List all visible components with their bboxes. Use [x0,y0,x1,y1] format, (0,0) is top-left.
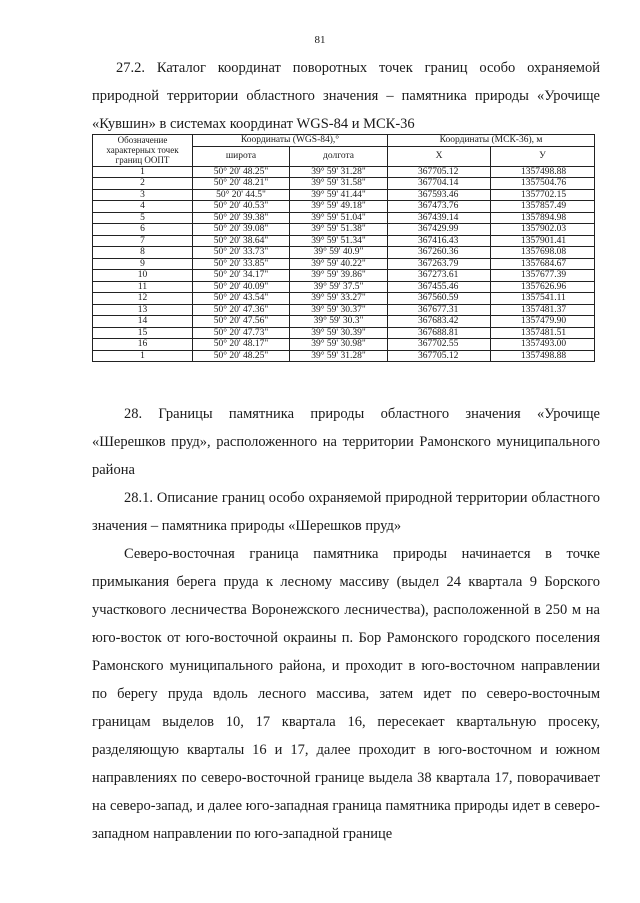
x-cell: 367560.59 [388,293,491,305]
longitude-cell: 39° 59' 30.98" [290,339,388,351]
table-row [93,270,595,282]
header-y: У [491,146,595,166]
header-latitude: широта [193,146,290,166]
y-cell: 1357481.51 [491,327,595,339]
x-cell: 367263.79 [388,258,491,270]
y-cell: 1357677.39 [491,270,595,282]
latitude-cell: 50° 20' 38.64" [193,235,290,247]
point-id-cell: 6 [93,224,193,236]
x-cell: 367593.46 [388,189,491,201]
header-point: Обозначение характерных точек границ ООПТ [93,135,193,167]
longitude-cell: 39° 59' 31.28" [290,350,388,362]
longitude-cell: 39° 59' 31.28" [290,166,388,178]
table-row [93,224,595,236]
x-cell: 367704.14 [388,178,491,190]
table-body [93,166,595,362]
point-id-cell: 7 [93,235,193,247]
y-cell: 1357902.03 [491,224,595,236]
longitude-cell: 39° 59' 41.44" [290,189,388,201]
latitude-cell: 50° 20' 43.54" [193,293,290,305]
section-heading-28-1: 28.1. Описание границ особо охраняемой природной территории областного значения – памятника природы «Шерешков пруд» [92,490,600,534]
table-row [93,304,595,316]
latitude-cell: 50° 20' 47.56" [193,316,290,328]
table-row [93,178,595,190]
y-cell: 1357498.88 [491,166,595,178]
latitude-cell: 50° 20' 47.36" [193,304,290,316]
latitude-cell: 50° 20' 33.73" [193,247,290,259]
table-row [93,316,595,328]
y-cell: 1357479.90 [491,316,595,328]
latitude-cell: 50° 20' 39.38" [193,212,290,224]
longitude-cell: 39° 59' 31.58" [290,178,388,190]
table-row [93,189,595,201]
point-id-cell: 8 [93,247,193,259]
header-x: X [388,146,491,166]
y-cell: 1357504.76 [491,178,595,190]
table-row [93,212,595,224]
longitude-cell: 39° 59' 39.86" [290,270,388,282]
point-id-cell: 5 [93,212,193,224]
longitude-cell: 39° 59' 37.5" [290,281,388,293]
section-heading-27-2: 27.2. Каталог координат поворотных точек границ особо охраняемой природной территории областного значения – памятника природы «Урочище «Кувшин» в системах координат WGS-84 и МСК-36 [92,60,600,132]
longitude-cell: 39° 59' 30.37" [290,304,388,316]
latitude-cell: 50° 20' 40.09" [193,281,290,293]
point-id-cell: 9 [93,258,193,270]
latitude-cell: 50° 20' 48.25" [193,350,290,362]
y-cell: 1357481.37 [491,304,595,316]
header-longitude: долгота [290,146,388,166]
x-cell: 367439.14 [388,212,491,224]
y-cell: 1357857.49 [491,201,595,213]
longitude-cell: 39° 59' 49.18" [290,201,388,213]
page-number: 81 [314,34,326,46]
point-id-cell: 11 [93,281,193,293]
latitude-cell: 50° 20' 48.21" [193,178,290,190]
section-heading-28: 28. Границы памятника природы областного значения «Урочище «Шерешков пруд», расположенного на территории Рамонского муниципального района [92,406,600,478]
point-id-cell: 10 [93,270,193,282]
x-cell: 367702.55 [388,339,491,351]
table-row [93,350,595,362]
x-cell: 367705.12 [388,166,491,178]
x-cell: 367677.31 [388,304,491,316]
table-row [93,281,595,293]
table-row [93,235,595,247]
y-cell: 1357684.67 [491,258,595,270]
latitude-cell: 50° 20' 47.73" [193,327,290,339]
longitude-cell: 39° 59' 33.27" [290,293,388,305]
table-row [93,247,595,259]
coordinates-table-wrapper [92,134,594,362]
point-id-cell: 12 [93,293,193,305]
latitude-cell: 50° 20' 44.5" [193,189,290,201]
table-row [93,166,595,178]
table-row [93,201,595,213]
y-cell: 1357541.11 [491,293,595,305]
y-cell: 1357698.08 [491,247,595,259]
x-cell: 367473.76 [388,201,491,213]
table-row [93,327,595,339]
latitude-cell: 50° 20' 33.85" [193,258,290,270]
point-id-cell: 14 [93,316,193,328]
table-row [93,293,595,305]
point-id-cell: 1 [93,350,193,362]
y-cell: 1357901.41 [491,235,595,247]
longitude-cell: 39° 59' 30.39" [290,327,388,339]
longitude-cell: 39° 59' 40.9" [290,247,388,259]
header-msk: Координаты (МСК-36), м [388,135,595,147]
latitude-cell: 50° 20' 39.08" [193,224,290,236]
latitude-cell: 50° 20' 48.25" [193,166,290,178]
latitude-cell: 50° 20' 40.53" [193,201,290,213]
x-cell: 367688.81 [388,327,491,339]
x-cell: 367429.99 [388,224,491,236]
longitude-cell: 39° 59' 30.3" [290,316,388,328]
point-id-cell: 3 [93,189,193,201]
x-cell: 367260.36 [388,247,491,259]
longitude-cell: 39° 59' 40.22" [290,258,388,270]
y-cell: 1357498.88 [491,350,595,362]
coordinates-table [92,134,595,362]
x-cell: 367273.61 [388,270,491,282]
table-row [93,258,595,270]
y-cell: 1357894.98 [491,212,595,224]
x-cell: 367705.12 [388,350,491,362]
table-row [93,339,595,351]
point-id-cell: 16 [93,339,193,351]
body-paragraph: Северо-восточная граница памятника природы начинается в точке примыкания берега пруда к лесному массиву (выдел 24 квартала 9 Борского участкового лесничества Воронежского лесничества), расположенной в 250 м на юго-восток от юго-восточной окраины п. Бор Рамонского городского поселения Рамонского муниципального района, и проходит в юго-восточном направлении по берегу пруда вдоль лесного массива, затем идет по северо-восточным границам выделов 10, 17 квартала 16, пересекает квартальную просеку, разделяющую кварталы 16 и 17, далее проходит в юго-восточном и южном направлениях по северо-восточной границе выдела 38 квартала 17, поворачивает на северо-запад, и далее юго-западная граница памятника природы идет в северо-западном направлении по юго-западной границе [92,546,600,842]
y-cell: 1357493.00 [491,339,595,351]
point-id-cell: 15 [93,327,193,339]
latitude-cell: 50° 20' 34.17" [193,270,290,282]
x-cell: 367416.43 [388,235,491,247]
point-id-cell: 13 [93,304,193,316]
y-cell: 1357626.96 [491,281,595,293]
header-wgs: Координаты (WGS-84),° [193,135,388,147]
x-cell: 367455.46 [388,281,491,293]
point-id-cell: 4 [93,201,193,213]
y-cell: 1357702.15 [491,189,595,201]
longitude-cell: 39° 59' 51.04" [290,212,388,224]
longitude-cell: 39° 59' 51.38" [290,224,388,236]
point-id-cell: 2 [93,178,193,190]
x-cell: 367683.42 [388,316,491,328]
latitude-cell: 50° 20' 48.17" [193,339,290,351]
point-id-cell: 1 [93,166,193,178]
longitude-cell: 39° 59' 51.34" [290,235,388,247]
